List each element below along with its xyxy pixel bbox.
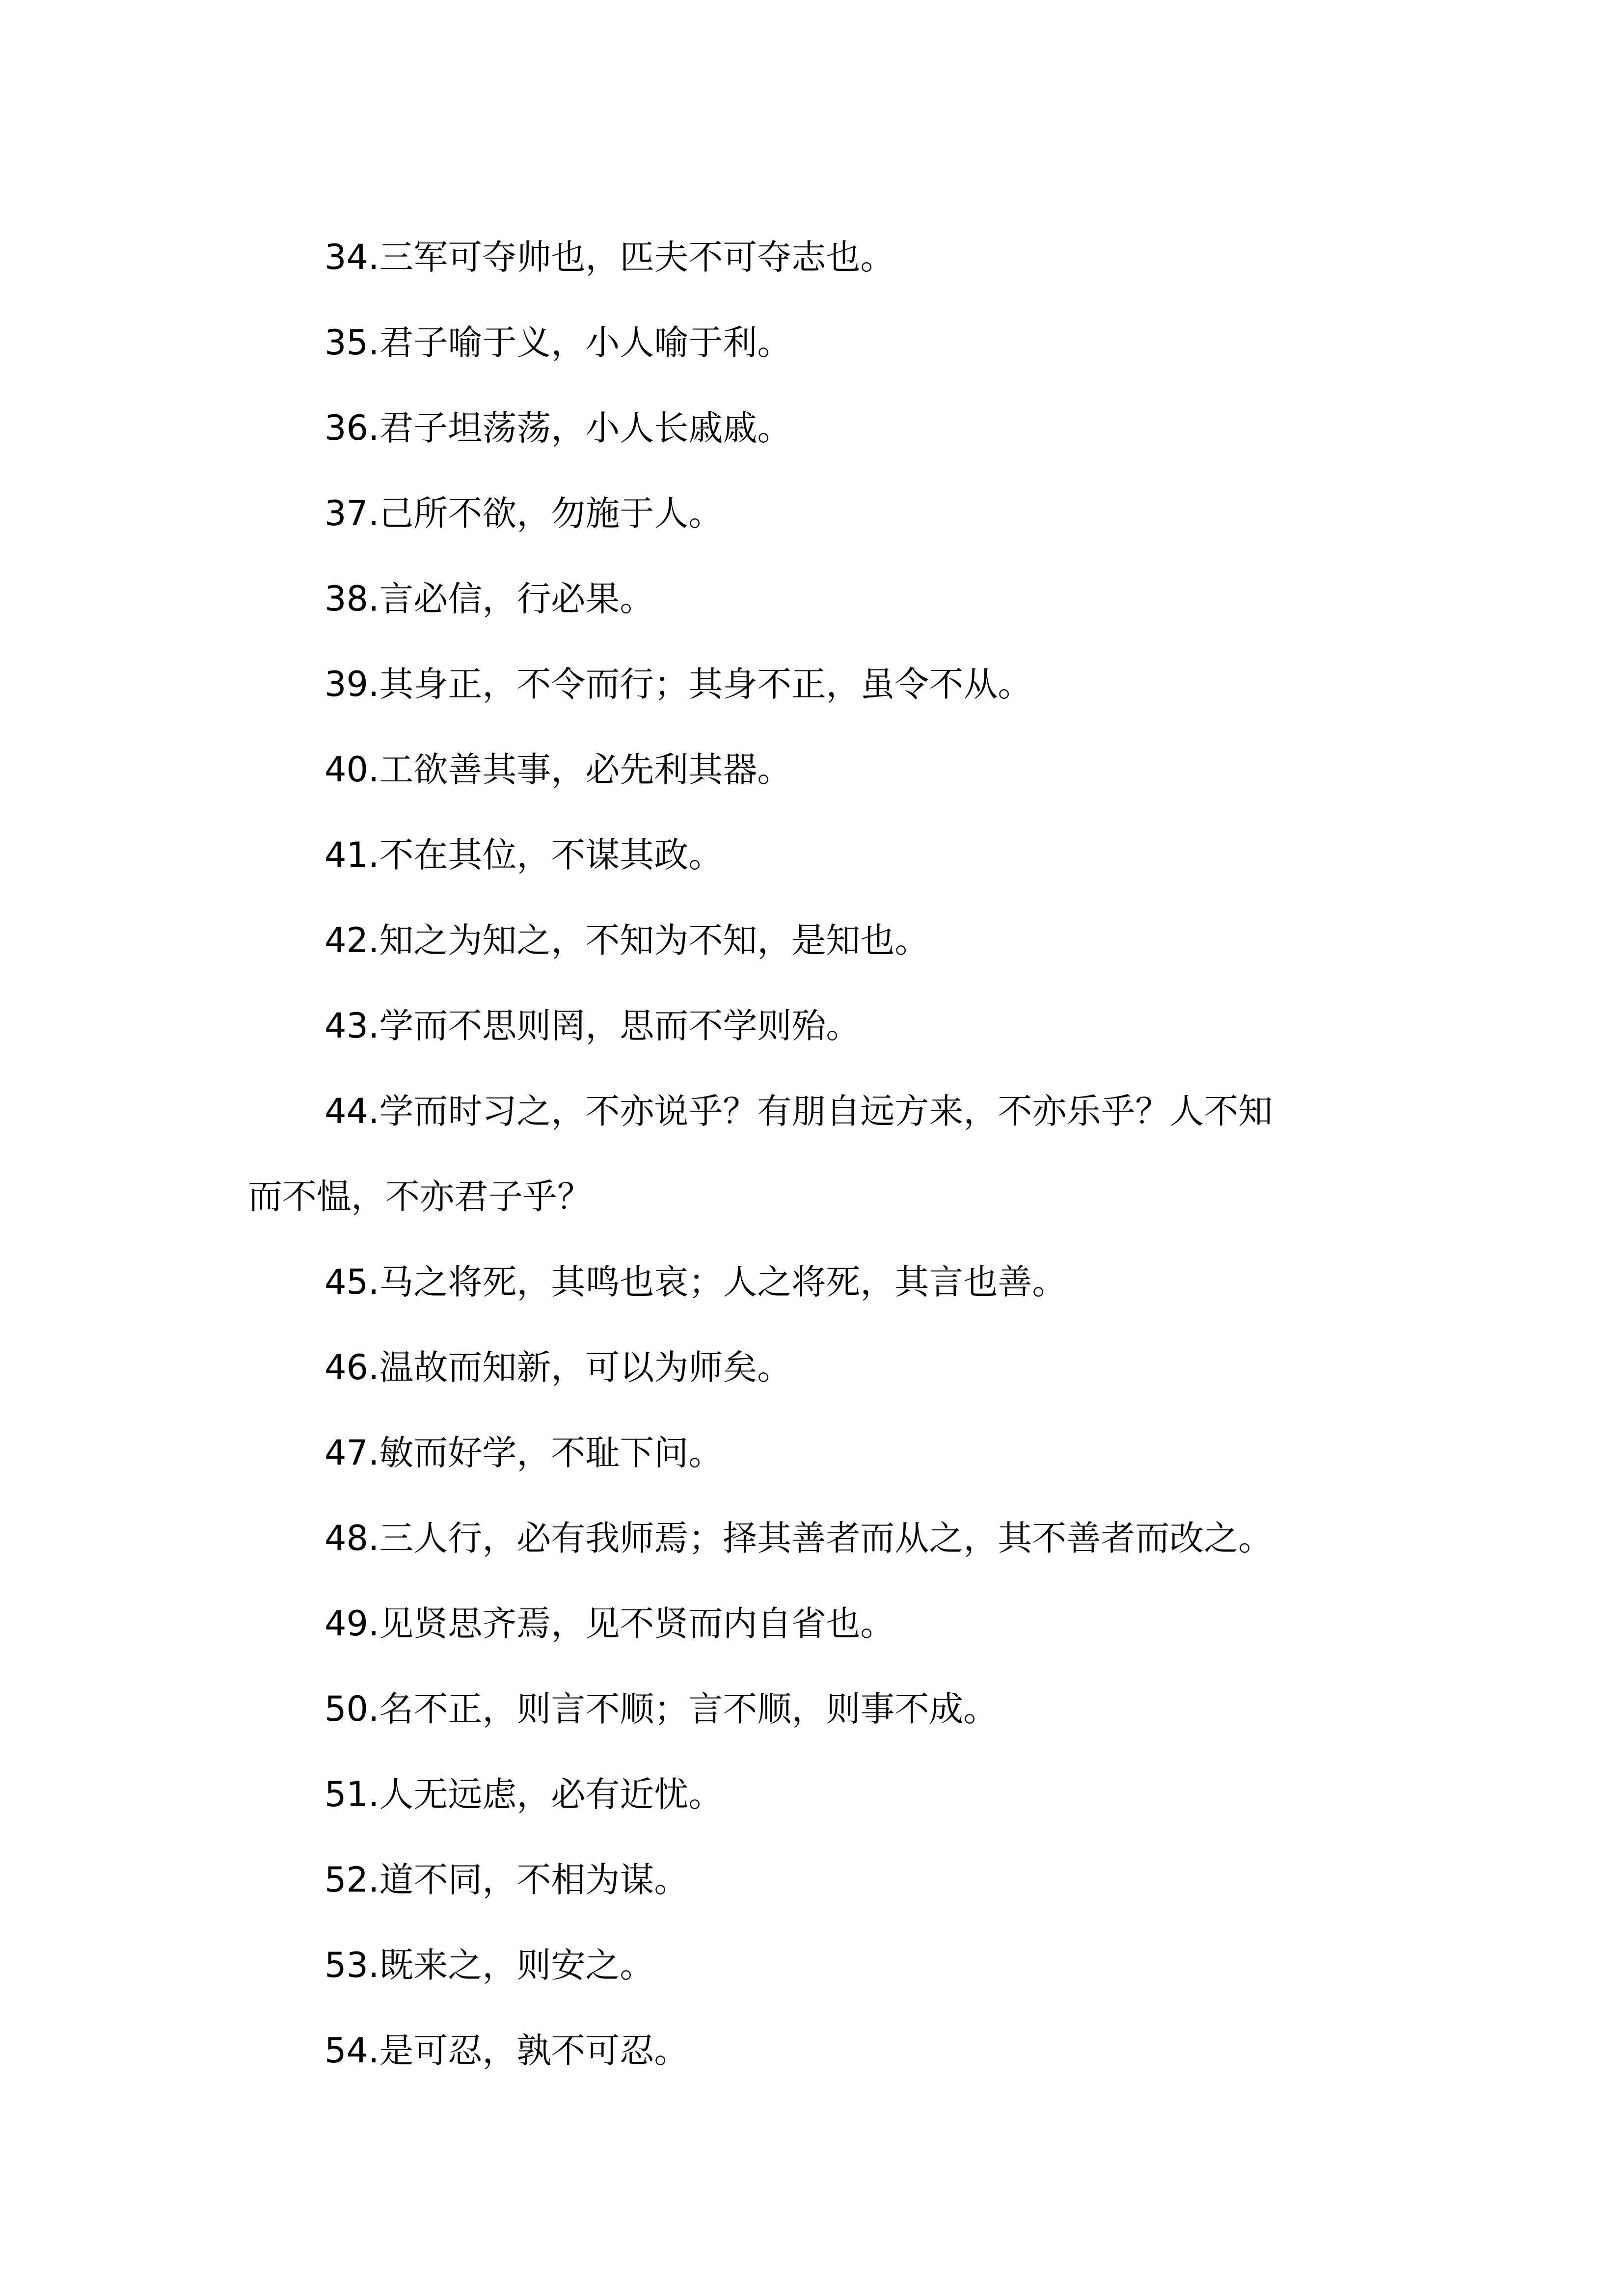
quote-46: 46.温故而知新，可以为师矣。	[325, 1347, 792, 1388]
quote-54: 54.是可忍，孰不可忍。	[325, 2030, 689, 2071]
quote-42: 42.知之为知之，不知为不知，是知也。	[325, 920, 929, 961]
quote-34: 34.三军可夺帅也，匹夫不可夺志也。	[325, 237, 895, 277]
quote-43: 43.学而不思则罔，思而不学则殆。	[325, 1006, 861, 1046]
quote-44-continued: 而不愠，不亦君子乎？	[248, 1176, 592, 1217]
quote-44: 44.学而时习之，不亦说乎？有朋自远方来，不亦乐乎？人不知	[325, 1091, 1273, 1131]
quote-40: 40.工欲善其事，必先利其器。	[325, 749, 792, 790]
quote-48: 48.三人行，必有我师焉；择其善者而从之，其不善者而改之。	[325, 1518, 1273, 1558]
quote-52: 52.道不同，不相为谋。	[325, 1860, 689, 1900]
quote-39: 39.其身正，不令而行；其身不正，虽令不从。	[325, 664, 1032, 704]
quote-47: 47.敏而好学，不耻下问。	[325, 1433, 723, 1473]
quote-51: 51.人无远虑，必有近忧。	[325, 1774, 723, 1815]
quote-36: 36.君子坦荡荡，小人长戚戚。	[325, 408, 792, 448]
document-body	[248, 214, 1392, 2093]
quote-41: 41.不在其位，不谋其政。	[325, 835, 723, 875]
quote-45: 45.马之将死，其鸣也哀；人之将死，其言也善。	[325, 1262, 1067, 1302]
quote-35: 35.君子喻于义，小人喻于利。	[325, 322, 792, 363]
quote-38: 38.言必信，行必果。	[325, 579, 654, 619]
quote-53: 53.既来之，则安之。	[325, 1945, 654, 1985]
quote-49: 49.见贤思齐焉，见不贤而内自省也。	[325, 1603, 895, 1644]
quote-37: 37.己所不欲，勿施于人。	[325, 493, 723, 534]
quote-50: 50.名不正，则言不顺；言不顺，则事不成。	[325, 1689, 998, 1729]
